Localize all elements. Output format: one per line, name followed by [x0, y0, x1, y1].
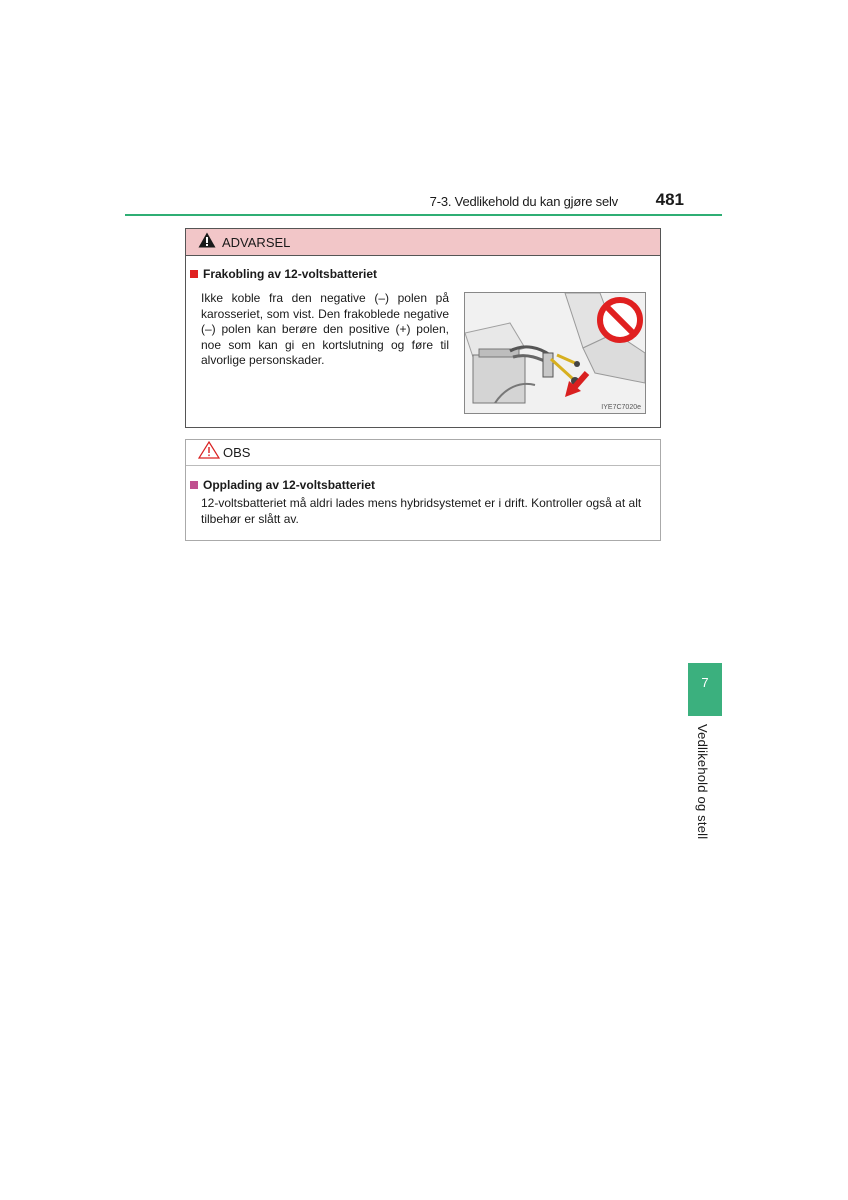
warning-label: ADVARSEL [222, 234, 291, 250]
warning-text: Ikke koble fra den negative (–) polen på karosseriet, som vist. Den frakoblede negative (–) polen kan berøre den positive (+) polen, noe som kan gi en kortslutning og føre til alvorlige personskader. [201, 291, 449, 367]
warning-header [186, 229, 660, 256]
section-title: 7-3. Vedlikehold du kan gjøre selv [429, 194, 618, 209]
warning-heading [190, 267, 377, 281]
warning-box [185, 228, 661, 428]
obs-text: 12-voltsbatteriet må aldri lades mens hybridsystemet er i drift. Kontroller også at alt tilbehør er slått av. [201, 496, 642, 526]
header-rule [125, 214, 722, 216]
warning-heading-text: Frakobling av 12-voltsbatteriet [203, 267, 378, 281]
obs-label: OBS [223, 445, 251, 460]
obs-header [186, 440, 660, 466]
warning-triangle-icon [198, 232, 216, 253]
illustration-code: IYE7C7020e [601, 404, 641, 411]
chapter-number: 7 [701, 675, 709, 690]
page-number: 481 [655, 190, 684, 209]
chapter-label: Vedlikehold og stell [695, 724, 710, 840]
warning-bullet [190, 270, 198, 278]
obs-heading-text: Opplading av 12-voltsbatteriet [203, 478, 376, 492]
obs-box [185, 439, 661, 541]
caution-triangle-icon [198, 441, 220, 464]
obs-bullet [190, 481, 198, 489]
battery-illustration [464, 292, 646, 414]
obs-heading [190, 478, 375, 492]
chapter-tab [688, 663, 722, 716]
